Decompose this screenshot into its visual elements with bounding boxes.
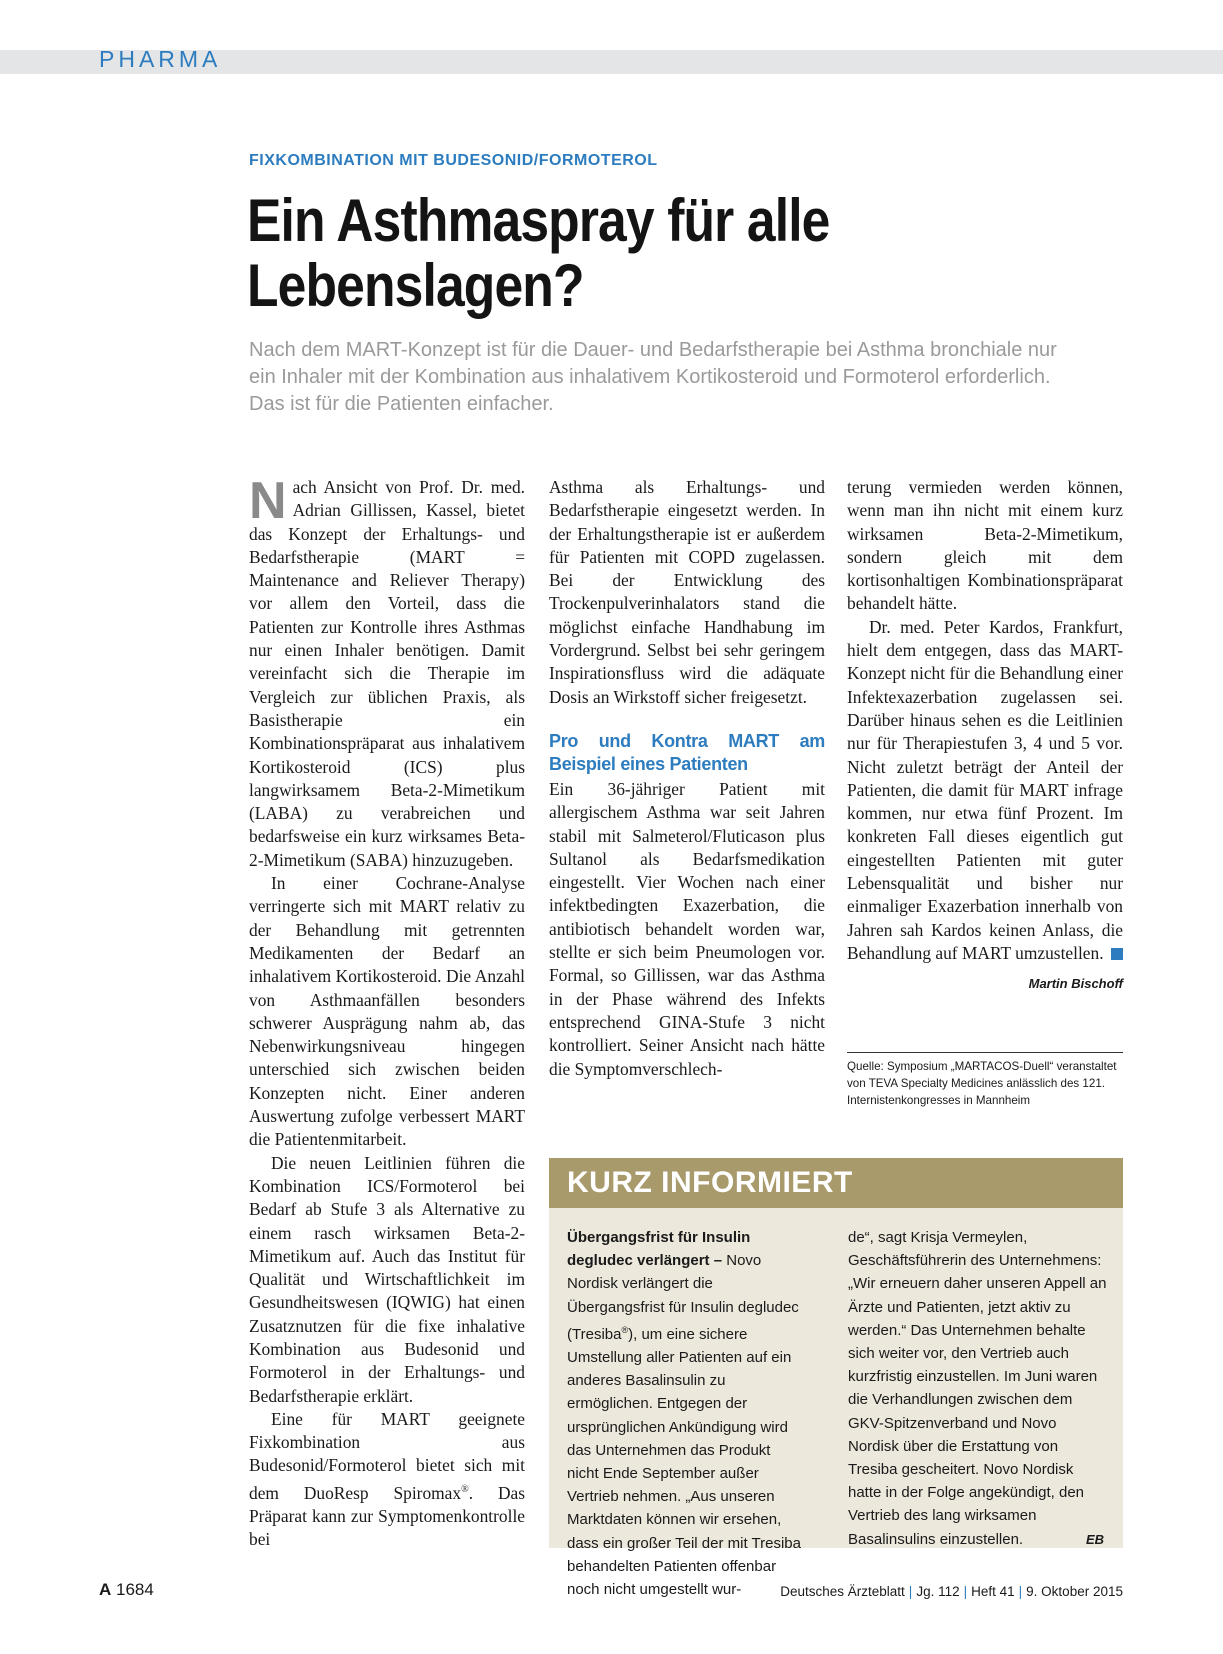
info-box-text: ), um eine sichere Umstellung aller Patienten auf ein anderes Basalinsulin zu ermöglichen. Entgegen der ursprünglichen Ankündigung wird das Unternehmen das Produkt nicht Ende September außer Vertrieb nehmen. „Aus unseren Marktdaten können wir ersehen, dass ein großer Teil der mit Tresiba behandelten Patienten offenbar noch nicht umgestellt wur- xyxy=(567,1325,801,1599)
page-prefix: A xyxy=(99,1580,112,1599)
footer-separator: | xyxy=(1018,1584,1023,1599)
article-kicker: FIXKOMBINATION MIT BUDESONID/FORMOTEROL xyxy=(249,152,658,169)
info-box-text: Novo Nordisk verlängert die Übergangsfrist für Insulin degludec (Tresiba xyxy=(567,1252,799,1343)
page-number-value: 1684 xyxy=(116,1580,154,1599)
info-box-lead: Übergangsfrist für Insulin degludec verlängert – xyxy=(567,1229,751,1270)
registered-mark: ® xyxy=(461,1483,469,1495)
info-box-column-2 xyxy=(848,1226,1108,1551)
title-line-1: Ein Asthmaspray für alle xyxy=(247,187,830,254)
registered-mark: ® xyxy=(621,1324,629,1335)
paragraph: terung vermieden werden können, wenn man ihn nicht mit einem kurz wirksamen Beta-2-Mimetikum, sondern gleich mit dem kortisonhaltigen Kombinationspräparat behandelt hätte. xyxy=(847,477,1123,614)
paragraph: Asthma als Erhaltungs- und Bedarfstherapie eingesetzt werden. In der Erhaltungstherapie ist er außerdem für Patienten mit COPD zugelassen. Bei der Entwicklung des Trockenpulverinhalators stand die möglichst einfache Handhabung im Vordergrund. Selbst bei sehr geringem Inspirationsfluss wird die adäquate Dosis an Wirkstoff sicher freigesetzt. xyxy=(549,477,825,707)
paragraph: Die neuen Leitlinien führen die Kombination ICS/Formoterol bei Bedarf ab Stufe 3 als Alternative zu einem rasch wirksamen Beta-2-Mimetikum auf. Auch das Institut für Qualität und Wirtschaftlichkeit im Gesundheitswesen (IQWIG) hat einen Zusatznutzen für die fixe inhalative Kombination aus Budesonid und Formoterol in der Erhaltungs- und Bedarfstherapie erklärt. xyxy=(249,1152,525,1406)
info-box-title: KURZ INFORMIERT xyxy=(549,1158,1123,1208)
section-label: PHARMA xyxy=(99,46,222,72)
info-box-initials: EB xyxy=(1085,1531,1104,1547)
footer-separator: | xyxy=(908,1584,913,1599)
journal-date: 9. Oktober 2015 xyxy=(1026,1584,1123,1599)
text-column-3 xyxy=(847,476,1123,996)
end-mark-square xyxy=(1111,948,1123,960)
subheading: Pro und Kontra MART am Beispiel eines Patienten xyxy=(549,730,825,774)
page-number xyxy=(99,1580,154,1600)
info-box-paragraph xyxy=(567,1226,805,1601)
paragraph: Ein 36-jähriger Patient mit allergischem Asthma war seit Jahren stabil mit Salmeterol/Fluticason plus Sultanol als Bedarfsmedikation eingestellt. Vier Wochen nach einer infektbedingten Exazerbation, die antibiotisch behandelt worden war, stellte er sich beim Pneumologen vor. Formal, so Gillissen, war das Asthma in der Phase während des Infekts entsprechend GINA-Stufe 3 nicht kontrolliert. Seiner Ansicht nach hätte die Symptomverschlech- xyxy=(549,778,825,1079)
info-box-text: de“, sagt Krisja Vermeylen, Geschäftsführerin des Unternehmens: „Wir erneuern daher unseren Appell an Ärzte und Patienten, jetzt aktiv zu werden.“ Das Unternehmen behalte sich weiter vor, den Vertrieb auch kurzfristig einzustellen. Im Juni waren die Verhandlungen zwischen dem GKV-Spitzenverband und Novo Nordisk über die Erstattung von Tresiba gescheitert. Novo Nordisk hatte in der Folge angekündigt, den Vertrieb des lang wirksamen Basalinsulins einzustellen. xyxy=(848,1229,1107,1548)
journal-footer xyxy=(780,1584,1123,1599)
article-lead: Nach dem MART-Konzept ist für die Dauer- und Bedarfstherapie bei Asthma bronchiale nur ein Inhaler mit der Kombination aus inhalativem Kortikosteroid und Formoterol erforderlich. Das ist für die Patienten einfacher. xyxy=(249,339,1057,415)
footer-separator: | xyxy=(963,1584,968,1599)
paragraph-text: Dr. med. Peter Kardos, Frankfurt, hielt dem entgegen, dass das MART-Konzept nicht für die Behandlung einer Infektexazerbation zugelassen sei. Darüber hinaus sehen es die Leitlinien nur für Therapiestufen 3, 4 und 5 vor. Nicht zuletzt beträgt der Anteil der Patienten, die damit für MART infrage kommen, nur etwa fünf Prozent. Im konkreten Fall dieses eigentlich gut eingestellten Patienten mit guter Lebensqualität und bisher nur einmaliger Exazerbation innerhalb von Jahren sah Kardos keinen Anlass, die Behandlung auf MART umzustellen. xyxy=(847,616,1123,963)
text-column-1 xyxy=(249,472,525,1551)
drop-cap: N xyxy=(249,472,287,530)
paragraph: In einer Cochrane-Analyse verringerte sich mit MART relativ zu der Behandlung mit getrennten Medikamenten der Bedarf an inhalativem Kortikosteroid. Die Anzahl von Asthmaanfällen besonders schwerer Ausprägung nahm ab, das Nebenwirkungsniveau hingegen unterschied sich zwischen beiden Konzepten nicht. Einer anderen Auswertung zufolge verbessert MART die Patientenmitarbeit. xyxy=(249,873,525,1150)
journal-issue: Heft 41 xyxy=(971,1584,1015,1599)
journal-name: Deutsches Ärzteblatt xyxy=(780,1584,905,1599)
paragraph-text: Eine für MART geeignete Fixkombination aus Budesonid/Formoterol bietet sich mit dem DuoResp Spiromax xyxy=(249,1408,525,1503)
paragraph xyxy=(249,1408,525,1552)
paragraph xyxy=(847,616,1123,965)
info-box-column-1 xyxy=(567,1226,805,1601)
journal-volume: Jg. 112 xyxy=(916,1584,960,1599)
paragraph-text: . Das Präparat kann zur Symptomenkontrolle bei xyxy=(249,1482,525,1550)
info-box-paragraph xyxy=(848,1226,1108,1551)
source-note: Quelle: Symposium „MARTACOS-Duell“ veranstaltet von TEVA Specialty Medicines anlässlich des 121. Internistenkongresses in Mannheim xyxy=(847,1052,1123,1109)
author-byline: Martin Bischoff xyxy=(1028,976,1123,992)
article-title xyxy=(247,188,1004,318)
paragraph-text: ach Ansicht von Prof. Dr. med. Adrian Gillissen, Kassel, bietet das Konzept der Erhaltungs- und Bedarfstherapie (MART = Maintenance and Reliever Therapy) vor allem den Vorteil, dass die Patienten zur Kontrolle ihres Asthmas nur einen Inhaler benötigen. Damit vereinfacht sich die Therapie im Vergleich zur üblichen Praxis, als Basistherapie ein Kombinationspräparat aus inhalativem Kortikosteroid (ICS) plus langwirksamem Beta-2-Mimetikum (LABA) zu verabreichen und bedarfsweise ein kurz wirksames Beta-2-Mimetikum (SABA) hinzuzugeben. xyxy=(249,477,525,870)
text-column-2 xyxy=(549,476,825,1081)
paragraph xyxy=(249,472,525,872)
title-line-2: Lebenslagen? xyxy=(247,252,584,319)
